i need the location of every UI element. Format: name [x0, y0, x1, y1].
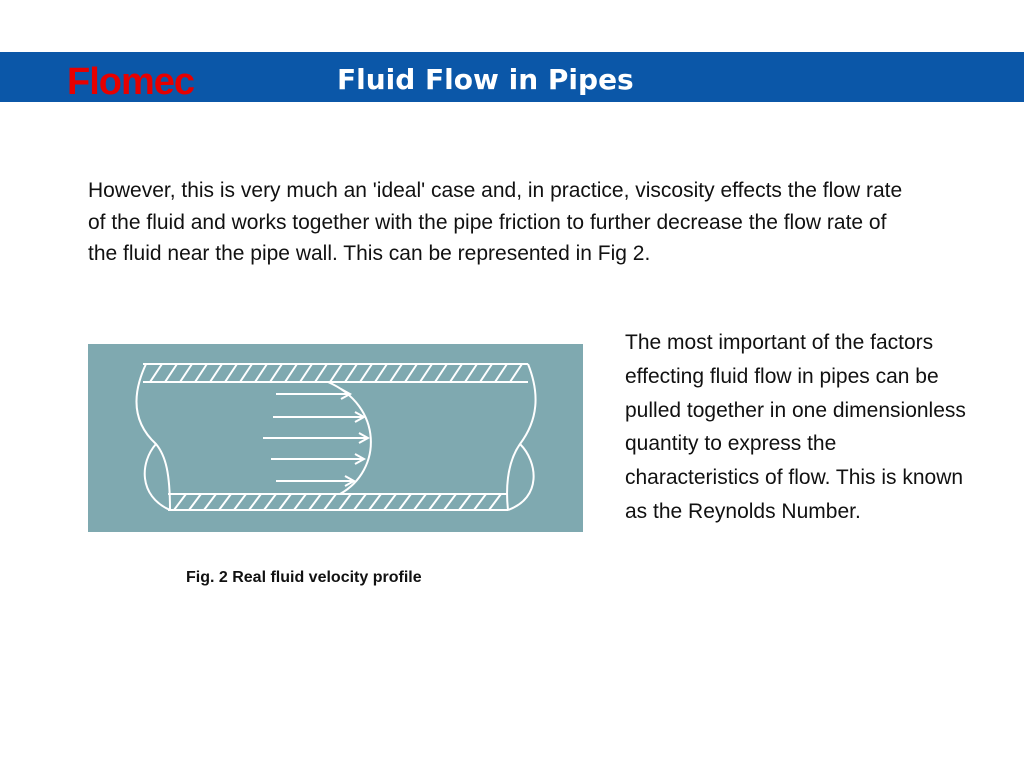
flomec-logo: Flomec	[67, 61, 195, 103]
pipe-diagram	[88, 344, 583, 532]
page-title: Fluid Flow in Pipes	[337, 63, 634, 96]
velocity-profile-figure	[88, 344, 583, 532]
figure-caption: Fig. 2 Real fluid velocity profile	[186, 569, 422, 586]
side-paragraph: The most important of the factors effecting fluid flow in pipes can be pulled together in one dimensionless quantity to express the characteristics of flow. This is known as the Reynolds Number.	[625, 331, 966, 523]
intro-paragraph: However, this is very much an 'ideal' case and, in practice, viscosity effects the flow rate of the fluid and works together with the pipe friction to further decrease the flow rate of the fluid near the pipe wall. This can be represented in Fig 2.	[88, 179, 903, 265]
